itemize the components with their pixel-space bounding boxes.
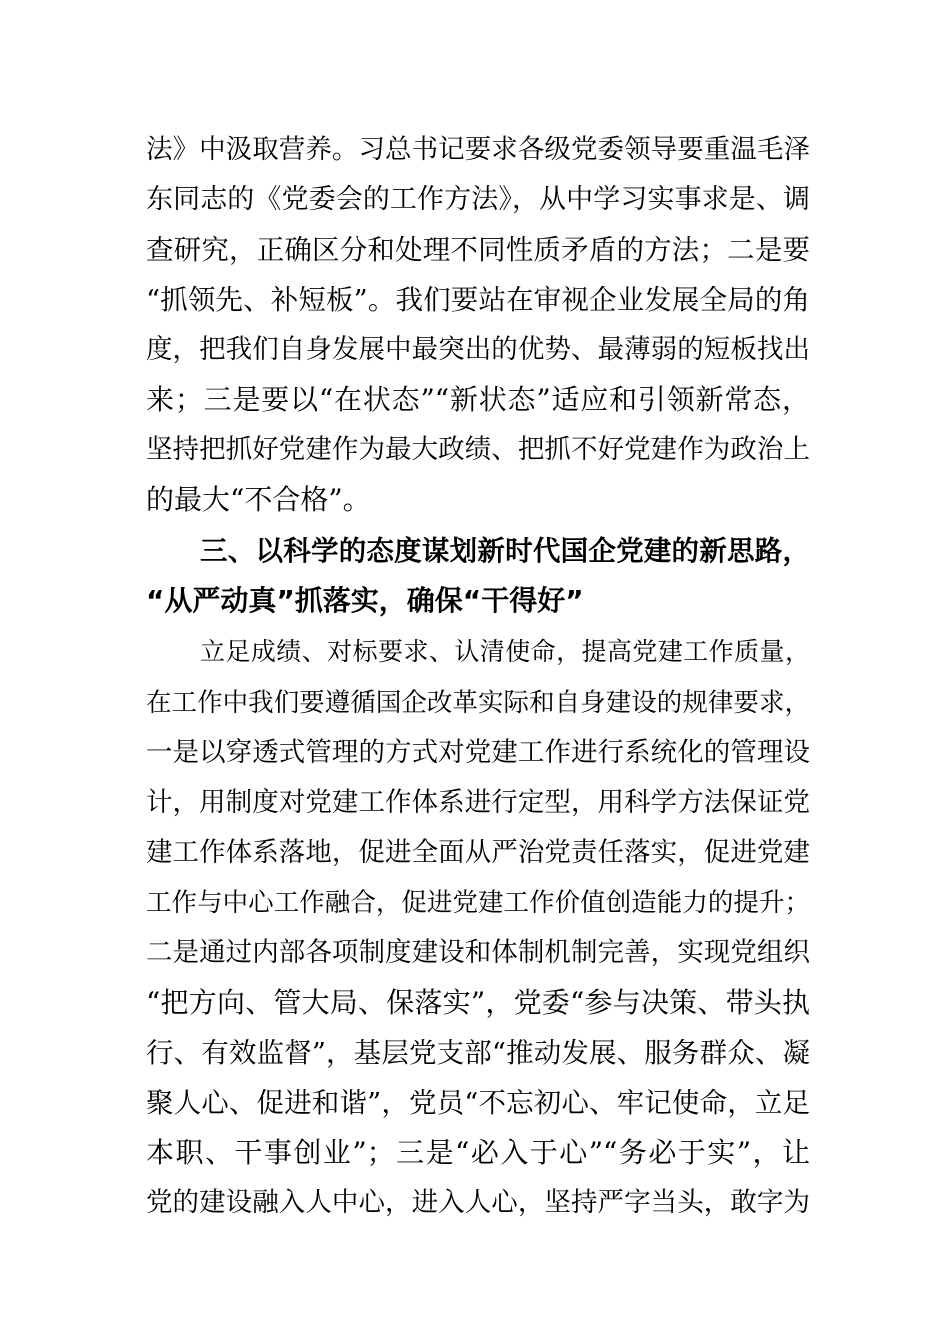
paragraph-1-line-6: 来；三是要以“在状态”“新状态”适应和引领新常态， (146, 383, 810, 416)
paragraph-1-line-1: 法》中汲取营养。习总书记要求各级党委领导要重温毛泽 (146, 134, 810, 165)
paragraph-1-line-2: 东同志的《党委会的工作方法》，从中学习实事求是、调 (146, 184, 810, 215)
paragraph-1-line-5: 度，把我们自身发展中最突出的优势、最薄弱的短板找出 (146, 334, 810, 365)
paragraph-2-line-2: 在工作中我们要遵循国企改革实际和自身建设的规律要求， (146, 688, 810, 718)
paragraph-1-line-3: 查研究，正确区分和处理不同性质矛盾的方法；二是要 (146, 234, 810, 266)
paragraph-2-line-4: 计，用制度对党建工作体系进行定型，用科学方法保证党 (146, 787, 810, 818)
paragraph-2-line-12: 党的建设融入人中心，进入人心，坚持严字当头，敢字为 (146, 1187, 810, 1218)
paragraph-2-line-8: “把方向、管大局、保落实”，党委“参与决策、带头执 (146, 986, 810, 1019)
paragraph-1-line-7: 坚持把抓好党建作为最大政绩、把抓不好党建作为政治上 (146, 434, 810, 465)
paragraph-2-line-1: 立足成绩、对标要求、认清使命，提高党建工作质量， (200, 637, 810, 666)
section-heading-line-1: 三、以科学的态度谋划新时代国企党建的新思路， (200, 535, 810, 567)
paragraph-2-line-3: 一是以穿透式管理的方式对党建工作进行系统化的管理设 (146, 737, 810, 768)
paragraph-1-line-4: “抓领先、补短板”。我们要站在审视企业发展全局的角 (146, 284, 810, 316)
paragraph-2-line-11: 本职、干事创业”；三是“必入于心”“务必于实”，让 (146, 1136, 810, 1169)
paragraph-1-line-8: 的最大“不合格”。 (146, 483, 371, 516)
paragraph-2-line-10: 聚人心、促进和谐”，党员“不忘初心、牢记使命，立足 (146, 1087, 810, 1119)
paragraph-2-line-6: 工作与中心工作融合，促进党建工作价值创造能力的提升； (146, 888, 810, 918)
paragraph-2-line-7: 二是通过内部各项制度建设和体制机制完善，实现党组织 (146, 937, 810, 968)
section-heading-line-2: “从严动真”抓落实，确保“干得好” (146, 584, 584, 617)
paragraph-2-line-9: 行、有效监督”，基层党支部“推动发展、服务群众、凝 (146, 1037, 810, 1069)
paragraph-2-line-5: 建工作体系落地，促进全面从严治党责任落实，促进党建 (146, 837, 810, 868)
